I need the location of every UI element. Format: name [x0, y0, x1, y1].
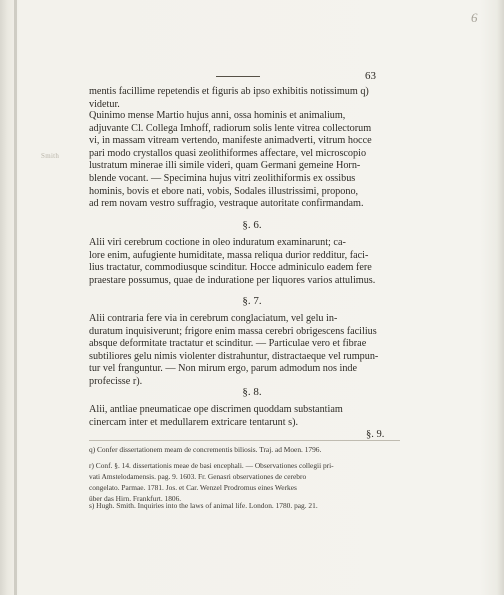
paragraph-section-6: Alii viri cerebrum coctione in oleo induratum examinarunt; ca- lore enim, aufugiente humiditate, massa reliqua durior redditur, faci- lius tractatur, commodiusque scinditur. Hocce adminiculo eadem fere praestare possumus, quae de induratione per liquores varios attulimus. — [89, 237, 376, 286]
header-rule — [216, 76, 260, 77]
paragraph-section-8: Alii, antliae pneumaticae ope discrimen quoddam substantiam cinercam inter et medullarem extricare tentarunt s). — [89, 404, 343, 428]
footnotes-divider — [89, 440, 400, 441]
section-heading-6: §. 6. — [242, 219, 262, 231]
paragraph-quinimo: Quinimo mense Martio hujus anni, ossa hominis et animalium, adjuvante Cl. Collega Imhoff, radiorum solis lente vitrea collectorum vi, in massam vitream vertendo, manifeste animadverti, vitrum hocce pari modo crystallos quasi zeolithiformes affectare, vel microscopio lustratum minerae illi simile videri, quam Germani gemeine Horn- blende vocant. — Specimina hujus vitri zeolithiformis ex ossibus hominis, bovis et ebore nati, vobis, Sodales illustrissimi, propono, ad rem novam vestro suffragio, vestraque autoritate confirmandam. — [89, 110, 372, 210]
catchword: §. 9. — [366, 429, 385, 440]
page-number: 63 — [365, 70, 376, 82]
section-heading-8: §. 8. — [242, 386, 262, 398]
footnote-r: r) Conf. §. 14. dissertationis meae de basi encephali. — Observationes collegii pri- vati Amstelodamensis. pag. 9. 1603. Fr. Genasri observationes de cerebro congelato. Parmae. 1781. Jos. et Car. Wenzel Prodromus eines Werkes über das Hirn. Frankfurt. 1806. — [89, 461, 334, 503]
pencil-corner-mark: 6 — [471, 10, 478, 25]
footnote-s: s) Hugh. Smith. Inquiries into the laws of animal life. London. 1780. pag. 21. — [89, 501, 318, 510]
margin-note: Smith — [41, 152, 60, 160]
footnote-q: q) Confer dissertationem meam de concrementis biliosis. Traj. ad Moen. 1796. — [89, 445, 322, 454]
paragraph-section-7: Alii contraria fere via in cerebrum conglaciatum, vel gelu in- duratum inquisiverunt; frigore enim massa cerebri obrigescens facilius absque deformitate tractatur et scinditur. — Particulae vero et fibrae subtiliores gelu nimis violenter distrahuntur, distractaeque vel rumpun- tur vel franguntur. — Non mirum ergo, parum admodum nos inde profecisse r). — [89, 313, 379, 387]
paragraph-continuation: mentis facillime repetendis et figuris ab ipso exhibitis notissimum q) videtur. — [89, 86, 369, 110]
section-heading-7: §. 7. — [242, 295, 262, 307]
